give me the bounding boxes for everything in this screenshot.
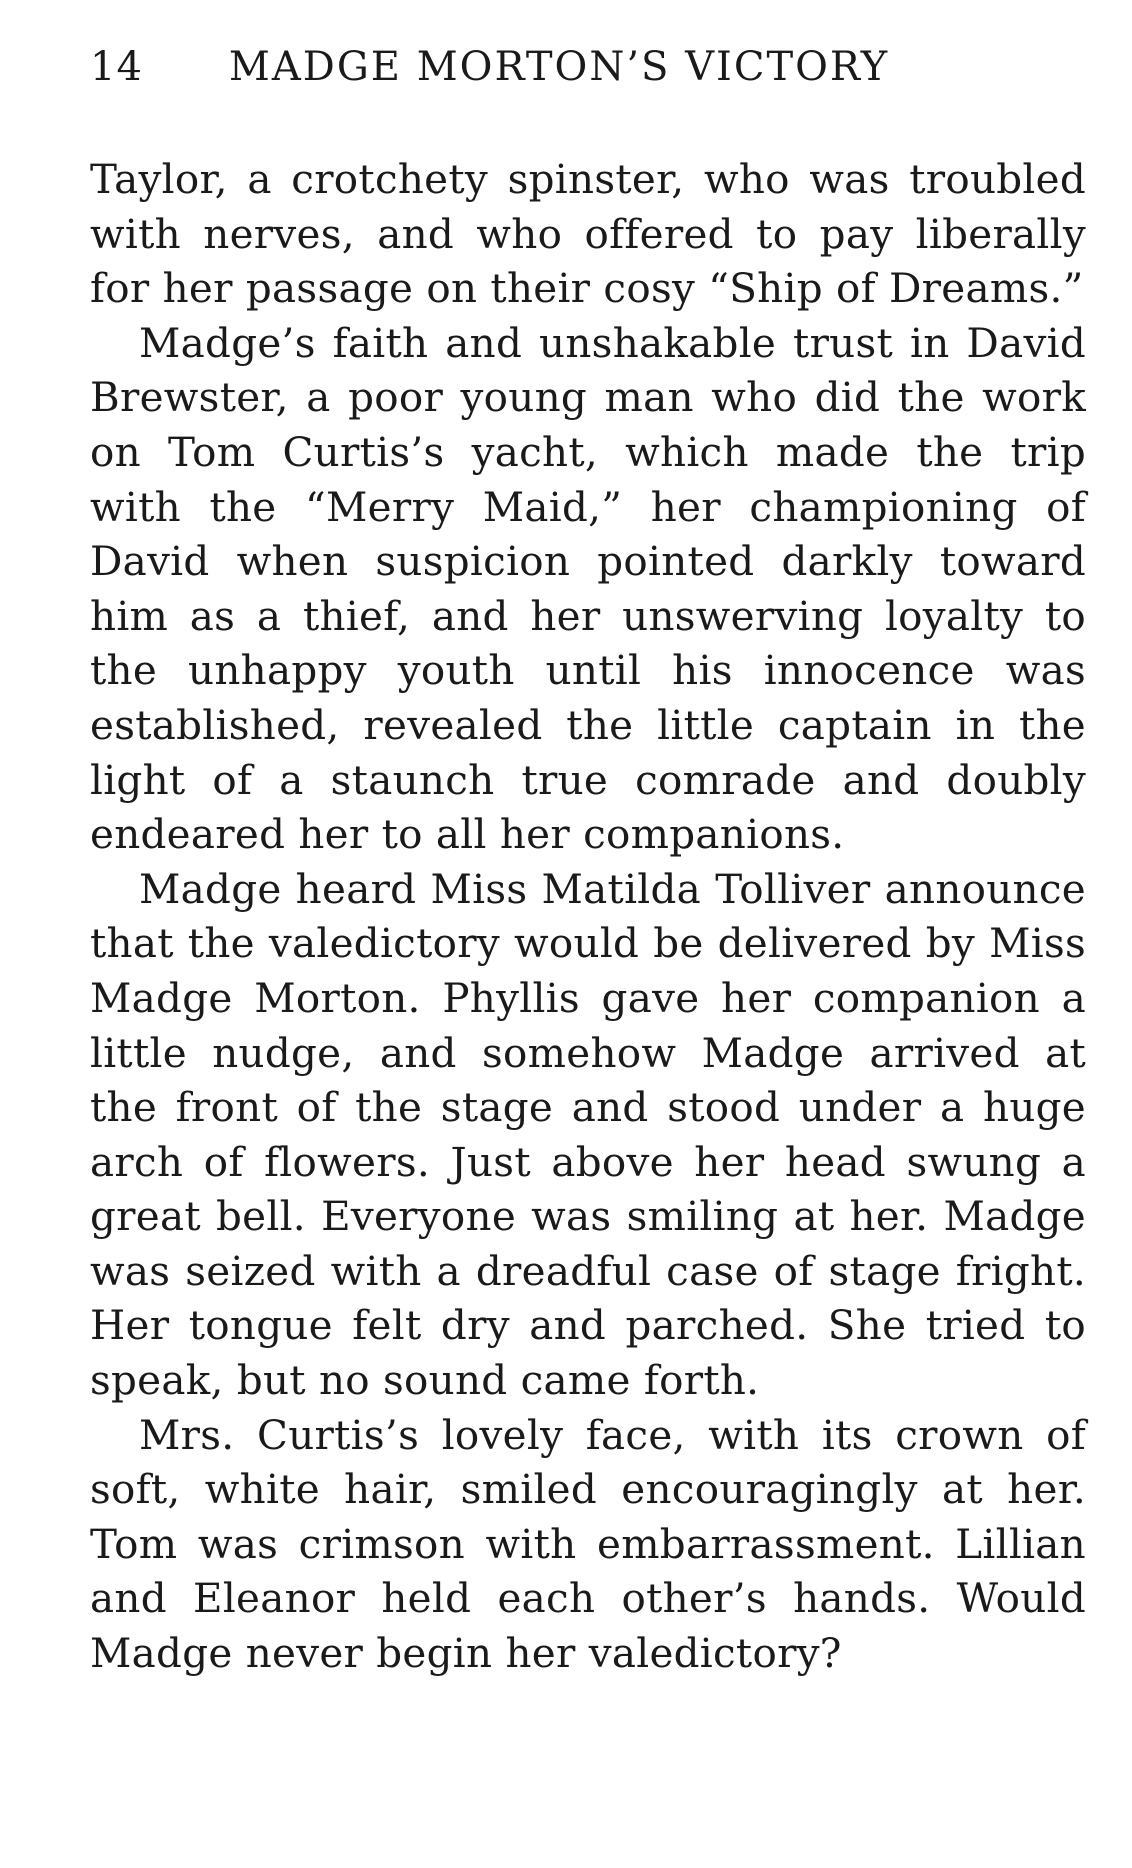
book-page — [90, 44, 1086, 1681]
page-number: 14 — [90, 44, 143, 90]
paragraph: Mrs. Curtis’s lovely face, with its crown of soft, white hair, smiled encouragingly at her. Tom was crimson with embarrassment. Lillian and Eleanor held each other’s hands. Would Madge never begin her valedictory? — [90, 1410, 1086, 1678]
running-title: MADGE MORTON’S VICTORY — [228, 44, 890, 90]
paragraph: Madge’s faith and unshakable trust in David Brewster, a poor young man who did the work on Tom Curtis’s yacht, which made the trip with the “Merry Maid,” her championing of David when suspicion pointed darkly toward him as a thief, and her unswerving loyalty to the unhappy youth until his innocence was established, revealed the little captain in the light of a staunch true comrade and doubly endeared her to all her companions. — [90, 318, 1086, 859]
running-head — [90, 44, 1086, 90]
body-text — [90, 152, 1086, 1681]
paragraph: Madge heard Miss Matilda Tolliver announce that the valedictory would be delivered by Miss Madge Morton. Phyllis gave her companion a little nudge, and somehow Madge arrived at the front of the stage and stood under a huge arch of flowers. Just above her head swung a great bell. Everyone was smiling at her. Madge was seized with a dreadful case of stage fright. Her tongue felt dry and parched. She tried to speak, but no sound came forth. — [90, 864, 1086, 1405]
paragraph-continued: Taylor, a crotchety spinster, who was troubled with nerves, and who offered to pay liberally for her passage on their cosy “Ship of Dreams.” — [90, 155, 1086, 313]
